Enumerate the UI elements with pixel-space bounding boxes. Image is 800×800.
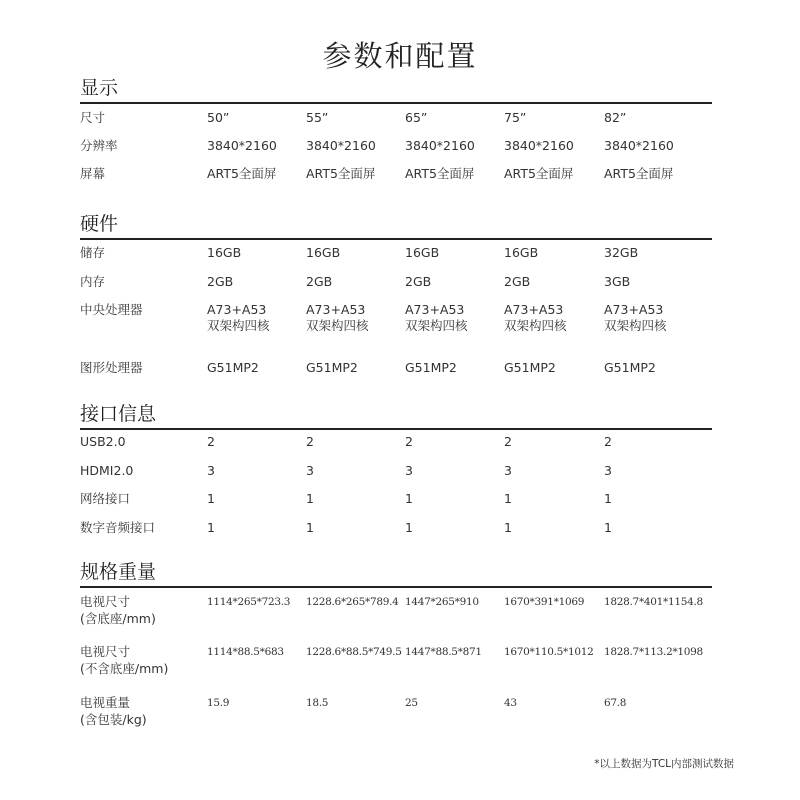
cell: G51MP2 <box>504 360 556 375</box>
cell: ART5全面屏 <box>306 166 376 181</box>
cell: ART5全面屏 <box>405 166 475 181</box>
cell: 1 <box>504 520 512 535</box>
cell: 18.5 <box>306 697 329 709</box>
cell: A73+A53 <box>604 302 664 317</box>
page-title: 参数和配置 <box>322 39 478 73</box>
cell: 1114*88.5*683 <box>207 646 284 658</box>
cell: 3GB <box>604 274 631 289</box>
table-row <box>80 463 712 491</box>
cell: 3 <box>604 463 612 478</box>
cell-line2: 双架构四核 <box>504 318 567 333</box>
cell: A73+A53 <box>306 302 366 317</box>
specs-section <box>80 560 712 725</box>
section-heading: 规格重量 <box>80 560 712 588</box>
cell: 1447*265*910 <box>405 596 479 608</box>
table-row <box>80 166 712 194</box>
cell: 32GB <box>604 245 639 260</box>
cell: 3840*2160 <box>405 138 475 153</box>
cell: G51MP2 <box>207 360 259 375</box>
row-label-sub: (含底座/mm) <box>80 611 156 626</box>
cell: 1 <box>405 491 413 506</box>
cell: 65” <box>405 110 428 125</box>
cell: G51MP2 <box>604 360 656 375</box>
section-heading: 硬件 <box>80 212 712 240</box>
cell: ART5全面屏 <box>604 166 674 181</box>
cell: 3840*2160 <box>306 138 376 153</box>
cell: 43 <box>504 697 517 709</box>
row-label: 电视重量 <box>80 695 131 710</box>
cell: 1228.6*265*789.4 <box>306 596 399 608</box>
row-label: 网络接口 <box>80 491 131 506</box>
cell: 50” <box>207 110 230 125</box>
cell: G51MP2 <box>306 360 358 375</box>
cell: 25 <box>405 697 418 709</box>
cell: 1 <box>504 491 512 506</box>
cell: 2GB <box>207 274 234 289</box>
cell: 67.8 <box>604 697 627 709</box>
cell: G51MP2 <box>405 360 457 375</box>
row-label: 电视尺寸 <box>80 644 131 659</box>
table-row <box>80 434 712 463</box>
table-row <box>80 110 712 138</box>
cell-line2: 双架构四核 <box>306 318 369 333</box>
cell: 1 <box>306 520 314 535</box>
section-heading: 接口信息 <box>80 402 712 430</box>
cell: 16GB <box>405 245 440 260</box>
cell: 55” <box>306 110 329 125</box>
cell: 2 <box>604 434 612 449</box>
cell: 1 <box>604 491 612 506</box>
row-label: 分辨率 <box>80 138 118 153</box>
row-label: 中央处理器 <box>80 302 143 317</box>
cell: 82” <box>604 110 627 125</box>
row-label: 数字音频接口 <box>80 520 156 535</box>
cell: 1 <box>604 520 612 535</box>
cell: 3840*2160 <box>604 138 674 153</box>
table-row <box>80 138 712 166</box>
row-label: HDMI2.0 <box>80 463 134 478</box>
cell: 1670*110.5*1012 <box>504 646 594 658</box>
cell: A73+A53 <box>207 302 267 317</box>
cell: 3840*2160 <box>504 138 574 153</box>
table-row <box>80 695 712 731</box>
cell: 16GB <box>306 245 341 260</box>
cell: 16GB <box>504 245 539 260</box>
cell: 1 <box>405 520 413 535</box>
cell: A73+A53 <box>504 302 564 317</box>
cell: 2 <box>504 434 512 449</box>
display-section <box>80 76 712 188</box>
row-label-sub: (不含底座/mm) <box>80 661 169 676</box>
footnote: *以上数据为TCL内部测试数据 <box>594 758 734 770</box>
cell: 2GB <box>504 274 531 289</box>
row-label-sub: (含包装/kg) <box>80 712 147 727</box>
cell-line2: 双架构四核 <box>604 318 667 333</box>
cell: 2 <box>405 434 413 449</box>
section-heading: 显示 <box>80 76 712 104</box>
cell-line2: 双架构四核 <box>207 318 270 333</box>
cell: 1114*265*723.3 <box>207 596 291 608</box>
hardware-section <box>80 212 712 383</box>
table-row <box>80 245 712 274</box>
cell: 2 <box>207 434 215 449</box>
row-label: 尺寸 <box>80 110 106 125</box>
table-row <box>80 644 712 695</box>
table-row <box>80 274 712 302</box>
cell-line2: 双架构四核 <box>405 318 468 333</box>
cell: 1 <box>306 491 314 506</box>
cell: ART5全面屏 <box>207 166 277 181</box>
cell: 1670*391*1069 <box>504 596 585 608</box>
cell: 2GB <box>405 274 432 289</box>
row-label: 屏幕 <box>80 166 106 181</box>
cell: 1 <box>207 520 215 535</box>
row-label: USB2.0 <box>80 434 126 449</box>
table-row <box>80 594 712 644</box>
cell: 16GB <box>207 245 242 260</box>
cell: ART5全面屏 <box>504 166 574 181</box>
cell: 1828.7*401*1154.8 <box>604 596 703 608</box>
row-label: 内存 <box>80 274 106 289</box>
cell: 15.9 <box>207 697 230 709</box>
cell: 3 <box>405 463 413 478</box>
cell: A73+A53 <box>405 302 465 317</box>
cell: 3840*2160 <box>207 138 277 153</box>
cell: 3 <box>306 463 314 478</box>
row-label: 储存 <box>80 245 106 260</box>
cell: 1828.7*113.2*1098 <box>604 646 703 658</box>
cell: 1447*88.5*871 <box>405 646 482 658</box>
cell: 1 <box>207 491 215 506</box>
row-label: 图形处理器 <box>80 360 143 375</box>
cell: 1228.6*88.5*749.5 <box>306 646 402 658</box>
row-label: 电视尺寸 <box>80 594 131 609</box>
cell: 2 <box>306 434 314 449</box>
cell: 3 <box>504 463 512 478</box>
table-row <box>80 520 712 548</box>
table-row <box>80 491 712 520</box>
interface-section <box>80 402 712 544</box>
table-row <box>80 302 712 360</box>
cell: 3 <box>207 463 215 478</box>
cell: 75” <box>504 110 527 125</box>
table-row <box>80 360 712 388</box>
cell: 2GB <box>306 274 333 289</box>
